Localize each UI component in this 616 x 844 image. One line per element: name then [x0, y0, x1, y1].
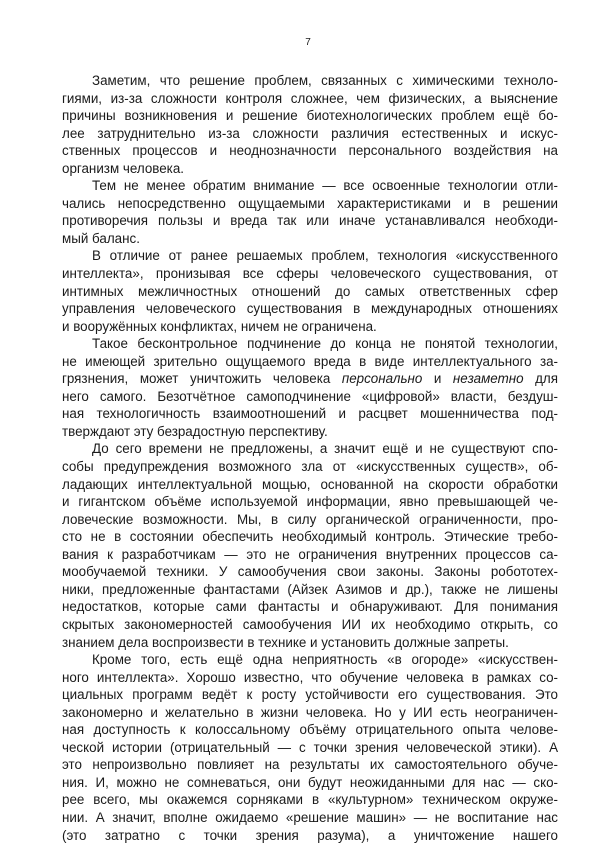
- text-line: чались непосредственно ощущаемыми характеристиками и в решении: [62, 195, 558, 211]
- text-line: рее всего, мы окажемся сорняками в «культурном» техническом окруже-: [62, 792, 558, 808]
- text-span: для: [523, 371, 558, 387]
- text-line: ного интеллекта». Хорошо известно, что обучение человека в рамках со-: [62, 669, 558, 685]
- text-line: управления человеческого существования в международных отношениях: [62, 301, 558, 317]
- text-line: До сего времени не предложены, а значит ещё и не существуют спо-: [92, 441, 558, 457]
- page-number: 7: [305, 37, 311, 48]
- text-line: него самого. Безотчётное самоподчинение «цифровой» власти, бездуш-: [62, 388, 558, 404]
- text-line: ственных процессов и неоднозначности персонального воздействия на: [62, 143, 558, 159]
- text-line: организм человека.: [62, 160, 184, 176]
- body-text: [62, 72, 558, 844]
- text-line: вания к разработчикам — это не ограничения внутренних процессов са-: [62, 546, 558, 562]
- text-span: грязнения, может уничтожить человека: [62, 371, 342, 387]
- text-line: причины возникновения и решение биотехнологических проблем ещё бо-: [62, 108, 558, 124]
- italic-text: незаметно: [452, 371, 524, 387]
- text-line: не имеющей зрительно ощущаемого вреда в виде интеллектуального за-: [62, 353, 558, 369]
- text-line: ная доступность к колоссальному объёму отрицательного опыта челове-: [62, 722, 558, 738]
- text-line: ловеческие возможности. Мы, в силу органической ограниченности, про-: [62, 511, 558, 527]
- text-line: лее затруднительно из-за сложности различия естественных и искус-: [62, 125, 558, 141]
- text-line: тверждают эту безрадостную перспективу.: [62, 423, 328, 439]
- text-line: нии. А значит, вполне ожидаемо «решение машин» — не воспитание нас: [62, 809, 558, 825]
- text-line: и гигантском объёме используемой информации, явно превышающей че-: [62, 494, 558, 510]
- text-line: [62, 370, 558, 388]
- text-line: скрытых закономерностей самообучения ИИ их необходимо открыть, со: [62, 616, 558, 632]
- text-line: гиями, из-за сложности контроля сложнее, чем физических, а выяснение: [62, 90, 558, 106]
- text-span: и: [422, 371, 453, 387]
- text-line: В отличие от ранее решаемых проблем, технология «искусственного: [92, 248, 558, 264]
- text-line: Кроме того, есть ещё одна неприятность «в огороде» «искусствен-: [92, 652, 558, 668]
- text-line: закономерно и желательно в жизни человека. Но у ИИ есть неограничен-: [62, 704, 558, 720]
- text-line: ческой истории (отрицательный — с точки зрения человеческой этики). А: [62, 739, 558, 755]
- text-line: ники, предложенные фантастами (Айзек Азимов и др.), также не лишены: [62, 581, 558, 597]
- text-line: мообучаемой техники. У самообучения свои законы. Законы робототех-: [62, 564, 558, 580]
- text-line: (это затратно с точки зрения разума), а уничтожение нашего: [62, 827, 558, 843]
- italic-text: персонально: [341, 371, 423, 387]
- text-line: интимных межличностных отношений до самых ответственных сфер: [62, 283, 558, 299]
- text-line: собы предупреждения возможного зла от «искусственных существ», об-: [62, 459, 558, 475]
- text-line: противоречия пользы и вреда так или иначе устанавливался необходи-: [62, 213, 558, 229]
- text-line: Заметим, что решение проблем, связанных с химическими техноло-: [92, 73, 558, 88]
- text-line: знанием дела воспроизвести в технике и установить должные запреты.: [62, 634, 509, 650]
- text-line: сто не в состоянии обеспечить необходимый контроль. Этические требо-: [62, 529, 558, 545]
- text-line: и вооружённых конфликтах, ничем не ограничена.: [62, 318, 377, 334]
- text-line: Тем не менее обратим внимание — все освоенные технологии отли-: [92, 178, 558, 194]
- text-line: ладающих интеллектуальной мощью, основанной на скорости обработки: [62, 476, 558, 492]
- text-line: мый баланс.: [62, 230, 140, 246]
- text-line: циальных программ ведёт к росту устойчивости его существования. Это: [62, 687, 558, 703]
- text-line: Такое бесконтрольное подчинение до конца не понятой технологии,: [92, 336, 558, 352]
- text-line: это непроизвольно повлияет на результаты их самостоятельного обуче-: [62, 757, 558, 773]
- text-line: интеллекта», пронизывая все сферы человеческого существования, от: [62, 266, 558, 282]
- text-line: недостатков, которые сами фантасты и обнаруживают. Для понимания: [62, 599, 558, 615]
- text-line: ная технологичность взаимоотношений и расцвет мошенничества под-: [62, 406, 558, 422]
- text-line: ния. И, можно не сомневаться, они будут неожиданными для нас — ско-: [62, 774, 558, 790]
